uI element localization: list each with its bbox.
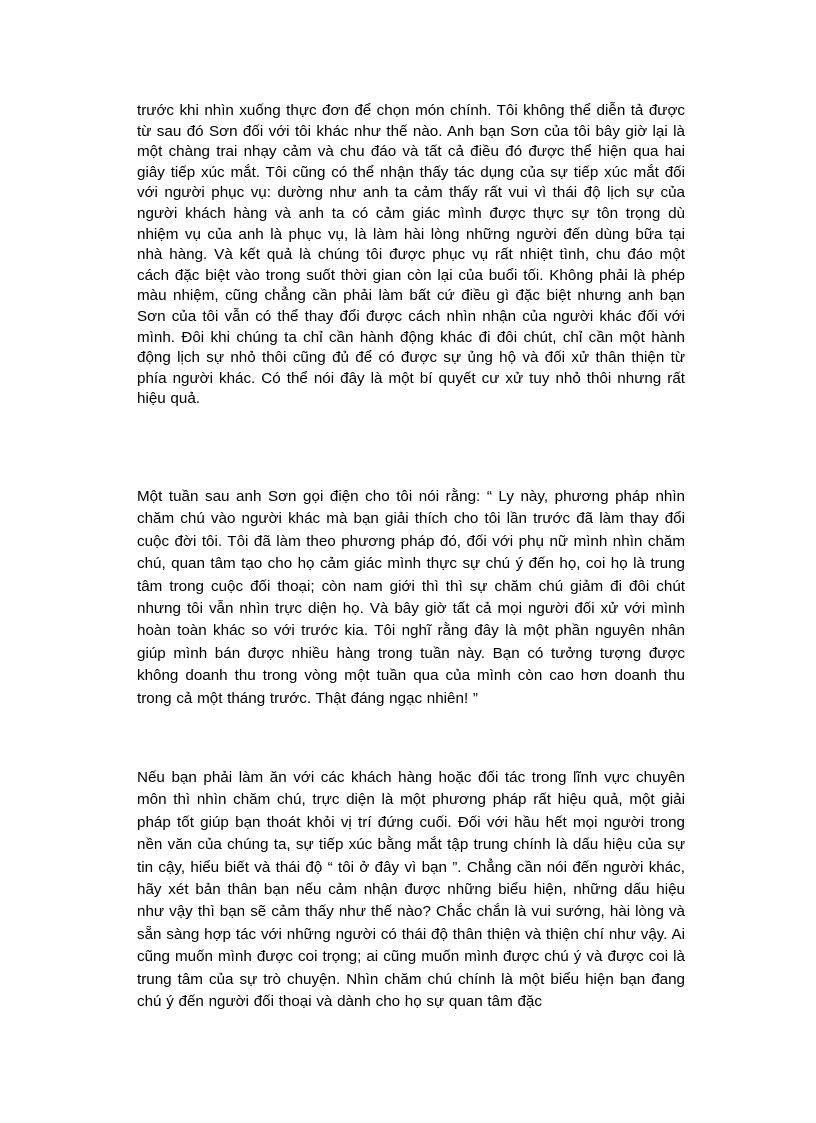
- paragraph-3: Nếu bạn phải làm ăn với các khách hàng hoặc đối tác trong lĩnh vực chuyên môn thì nhìn chăm chú, trực diện là một phương pháp rất hiệu quả, một giải pháp tốt giúp bạn thoát khỏi vị trí đứng cuối. Đối với hầu hết mọi người trong nền văn của chúng ta, sự tiếp xúc bằng mắt tập trung chính là dấu hiệu của sự tin cậy, hiểu biết và thái độ “ tôi ở đây vì bạn ”. Chẳng cần nói đến người khác, hãy xét bản thân bạn nếu cảm nhận được những biểu hiện, những dấu hiệu như vậy thì bạn sẽ cảm thấy như thế nào? Chắc chắn là vui sướng, hài lòng và sẵn sàng hợp tác với những người có thái độ thân thiện và thiện chí như vậy. Ai cũng muốn mình được coi trọng; ai cũng muốn mình được chú ý và được coi là trung tâm của sự trò chuyện. Nhìn chăm chú chính là một biểu hiện bạn đang chú ý đến người đối thoại và dành cho họ sự quan tâm đặc: [137, 769, 685, 1011]
- paragraph-1: trước khi nhìn xuống thực đơn để chọn món chính. Tôi không thể diễn tả được từ sau đó Sơn đối với tôi khác như thế nào. Anh bạn Sơn của tôi bây giờ lại là một chàng trai nhạy cảm và chu đáo và tất cả điều đó được thể hiện qua hai giây tiếp xúc mắt. Tôi cũng có thể nhận thấy tác dụng của sự tiếp xúc mắt đối với người phục vụ: dường như anh ta cảm thấy rất vui vì thái độ lịch sự của người khách hàng và anh ta có cảm giác mình được thực sự tôn trọng dù nhiệm vụ của anh là phục vụ, là làm hài lòng những người đến dùng bữa tại nhà hàng. Và kết quả là chúng tôi được phục vụ rất nhiệt tình, chu đáo một cách đặc biệt vào trong suốt thời gian còn lại của buổi tối. Không phải là phép màu nhiệm, cũng chẳng cần phải làm bất cứ điều gì đặc biệt nhưng anh bạn Sơn của tôi vẫn có thể thay đổi được cách nhìn nhận của người khác đối với mình. Đôi khi chúng ta chỉ cần hành động khác đi đôi chút, chỉ cần một hành động lịch sự nhỏ thôi cũng đủ để có được sự ủng hộ và đối xử thân thiện từ phía người khác. Có thể nói đây là một bí quyết cư xử tuy nhỏ thôi nhưng rất hiệu quả.: [137, 102, 685, 408]
- paragraph-2: Một tuần sau anh Sơn gọi điện cho tôi nói rằng: “ Ly này, phương pháp nhìn chăm chú vào người khác mà bạn giải thích cho tôi lần trước đã làm thay đổi cuộc đời tôi. Tôi đã làm theo phương pháp đó, đối với phụ nữ mình nhìn chăm chú, quan tâm tạo cho họ cảm giác mình thực sự chú ý đến họ, coi họ là trung tâm trong cuộc đối thoại; còn nam giới thì thì sự chăm chú giảm đi đôi chút nhưng tôi vẫn nhìn trực diện họ. Và bây giờ tất cả mọi người đối xử với mình hoàn toàn khác so với trước kia. Tôi nghĩ rằng đây là một phần nguyên nhân giúp mình bán được nhiều hàng trong tuần này. Bạn có tưởng tượng được không doanh thu trong vòng một tuần qua của mình còn cao hơn doanh thu trong cả một tháng trước. Thật đáng ngạc nhiên! ”: [137, 488, 685, 707]
